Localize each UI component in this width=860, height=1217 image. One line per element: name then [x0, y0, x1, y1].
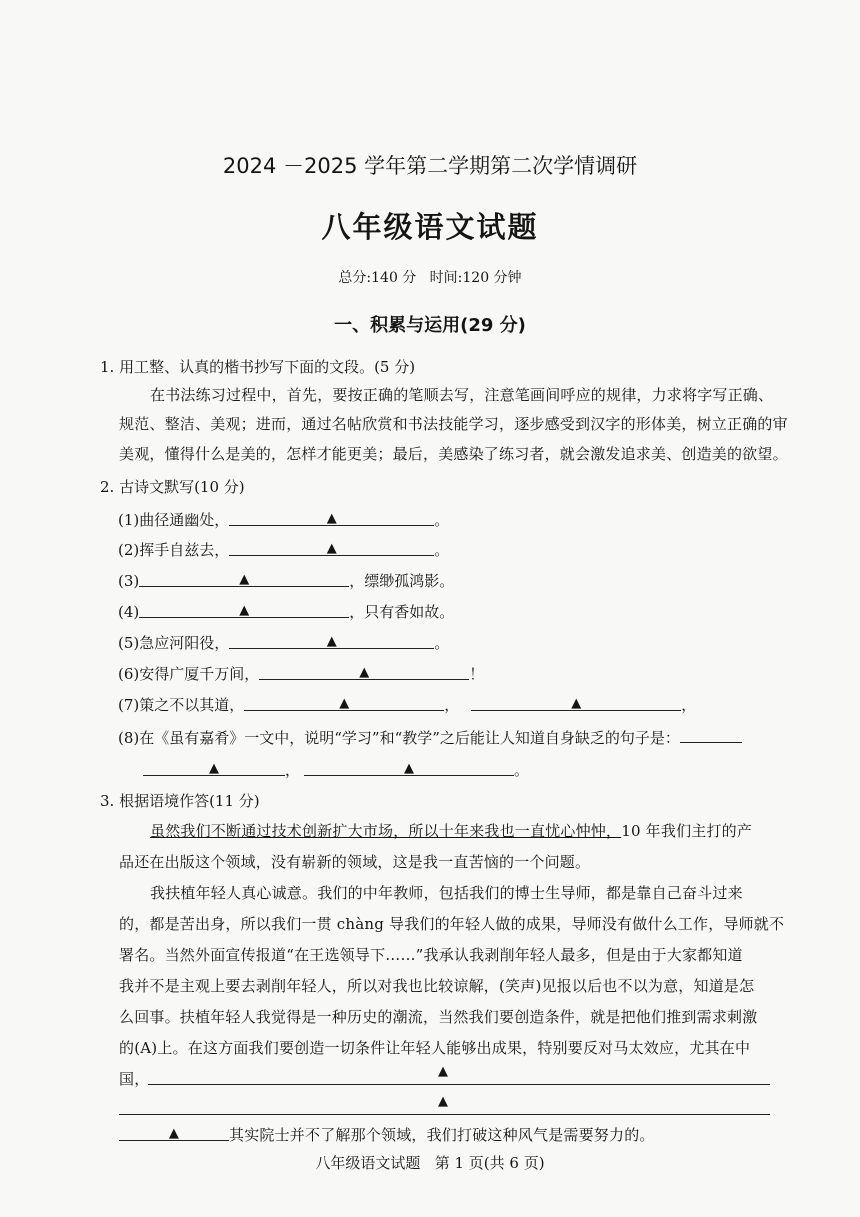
q3-para2-line: 国， — [119, 1070, 150, 1088]
answer-blank — [229, 541, 434, 556]
exam-header: 2024 －2025 学年第二学期第二次学情调研 — [222, 154, 638, 178]
underlined-sentence: 虽然我们不断通过技术创新扩大市场，所以十年来我也一直忧心忡忡， — [150, 822, 622, 840]
answer-blank — [259, 665, 469, 680]
q3-para2-line: 么回事。扶植年轻人我觉得是一种历史的潮流，当然我们要创造条件，就是把他们推到需求刺激 — [119, 1008, 758, 1026]
item-text: 。 — [434, 634, 450, 652]
q2-item-3 — [118, 570, 454, 591]
triangle-marker-icon: ▲ — [209, 761, 219, 776]
triangle-marker-icon: ▲ — [239, 572, 250, 587]
answer-blank — [680, 728, 742, 743]
exam-meta: 总分:140 分 时间:120 分钟 — [338, 270, 522, 286]
subject-title: 八年级语文试题 — [321, 210, 539, 244]
q3-para1-line1 — [150, 820, 752, 841]
answer-blank — [119, 1126, 229, 1141]
triangle-marker-icon: ▲ — [438, 1064, 448, 1079]
q3-para2-line: 的，都是苦出身，所以我们一贯 chàng 导我们的年轻人做的成果，导师没有做什么工作，导师就不 — [119, 915, 785, 933]
section-heading: 一、积累与运用(29 分) — [334, 315, 526, 336]
item-text: (8)在《虽有嘉肴》一文中，说明“学习”和“教学”之后能让人知道自身缺乏的句子是： — [118, 729, 680, 747]
q3-para1-line2: 品还在出版这个领域，没有崭新的领域，这是我一直苦恼的一个问题。 — [119, 853, 591, 871]
q2-item-2 — [118, 539, 449, 560]
q2-item-1 — [118, 509, 449, 530]
answer-blank — [244, 696, 444, 711]
answer-blank — [143, 761, 285, 776]
q3-para2-line: 署名。当然外面宣传报道“在王选领导下……”我承认我剥削年轻人最多，但是由于大家都知道 — [119, 946, 743, 964]
triangle-marker-icon: ▲ — [438, 1094, 448, 1109]
q3-para2-line: 我并不是主观上要去剥削年轻人，所以对我也比较谅解，(笑声)见报以后也不以为意，知道是怎 — [119, 977, 755, 995]
q2-item-7 — [118, 694, 696, 715]
page-footer: 八年级语文试题 第 1 页(共 6 页) — [315, 1154, 545, 1172]
item-text: ，只有香如故。 — [349, 603, 455, 621]
item-text: 。 — [514, 761, 530, 779]
triangle-marker-icon: ▲ — [168, 1126, 180, 1141]
q1-text-line: 美观，懂得什么是美的，怎样才能更美；最后，美感染了练习者，就会激发追求美、创造美的欲望。 — [119, 445, 788, 463]
q3-label: 3. 根据语境作答(11 分) — [100, 792, 260, 810]
q2-item-5 — [118, 632, 449, 653]
answer-blank — [139, 572, 349, 587]
item-text: (7)策之不以其道， — [118, 696, 245, 714]
item-text: (1)曲径通幽处， — [118, 511, 230, 529]
q1-label: 1. 用工整、认真的楷书抄写下面的文段。(5 分) — [100, 358, 416, 376]
item-text: 。 — [434, 511, 450, 529]
q2-label: 2. 古诗文默写(10 分) — [100, 478, 245, 496]
item-text: (5)急应河阳役， — [118, 634, 230, 652]
item-text: (6)安得广厦千万间， — [118, 665, 260, 683]
q1-text-line: 规范、整洁、美观；进而，通过名帖欣赏和书法技能学习，逐步感受到汉字的形体美，树立正确的审 — [119, 415, 788, 433]
item-text: (2)挥手自兹去， — [118, 541, 230, 559]
item-text: ， — [285, 761, 301, 779]
triangle-marker-icon: ▲ — [359, 665, 370, 680]
triangle-marker-icon: ▲ — [239, 603, 250, 618]
triangle-marker-icon: ▲ — [571, 696, 582, 711]
item-text: ， — [681, 696, 697, 714]
answer-blank — [229, 634, 434, 649]
triangle-marker-icon: ▲ — [326, 541, 337, 556]
q2-item-8-cont — [143, 759, 529, 780]
triangle-marker-icon: ▲ — [339, 696, 350, 711]
q3-para2-end — [119, 1124, 655, 1145]
item-text: (4) — [118, 603, 140, 621]
item-text: ， — [444, 696, 460, 714]
answer-blank — [148, 1064, 770, 1085]
triangle-marker-icon: ▲ — [326, 511, 337, 526]
q1-text-line: 在书法练习过程中，首先，要按正确的笔顺去写，注意笔画间呼应的规律，力求将字写正确、 — [150, 386, 774, 404]
q3-para2-line: 的(A)上。在这方面我们要创造一切条件让年轻人能够出成果，特别要反对马太效应，尤其在中 — [119, 1039, 751, 1057]
q3-para2-line: 我扶植年轻人真心诚意。我们的中年教师，包括我们的博士生导师，都是靠自己奋斗过来 — [150, 884, 743, 902]
item-text: (3) — [118, 572, 140, 590]
answer-blank — [229, 511, 434, 526]
answer-blank — [471, 696, 681, 711]
item-text: 。 — [434, 541, 450, 559]
answer-blank — [139, 603, 349, 618]
item-text: ！ — [469, 665, 485, 683]
answer-blank — [304, 761, 514, 776]
triangle-marker-icon: ▲ — [404, 761, 415, 776]
q2-item-8 — [118, 727, 742, 748]
answer-blank — [119, 1094, 770, 1115]
q2-item-6 — [118, 663, 484, 684]
item-text: ，缥缈孤鸿影。 — [349, 572, 455, 590]
q2-item-4 — [118, 601, 454, 622]
triangle-marker-icon: ▲ — [326, 634, 337, 649]
q3-text: 其实院士并不了解那个领域，我们打破这种风气是需要努力的。 — [229, 1126, 655, 1144]
q3-text: 10 年我们主打的产 — [621, 822, 753, 840]
